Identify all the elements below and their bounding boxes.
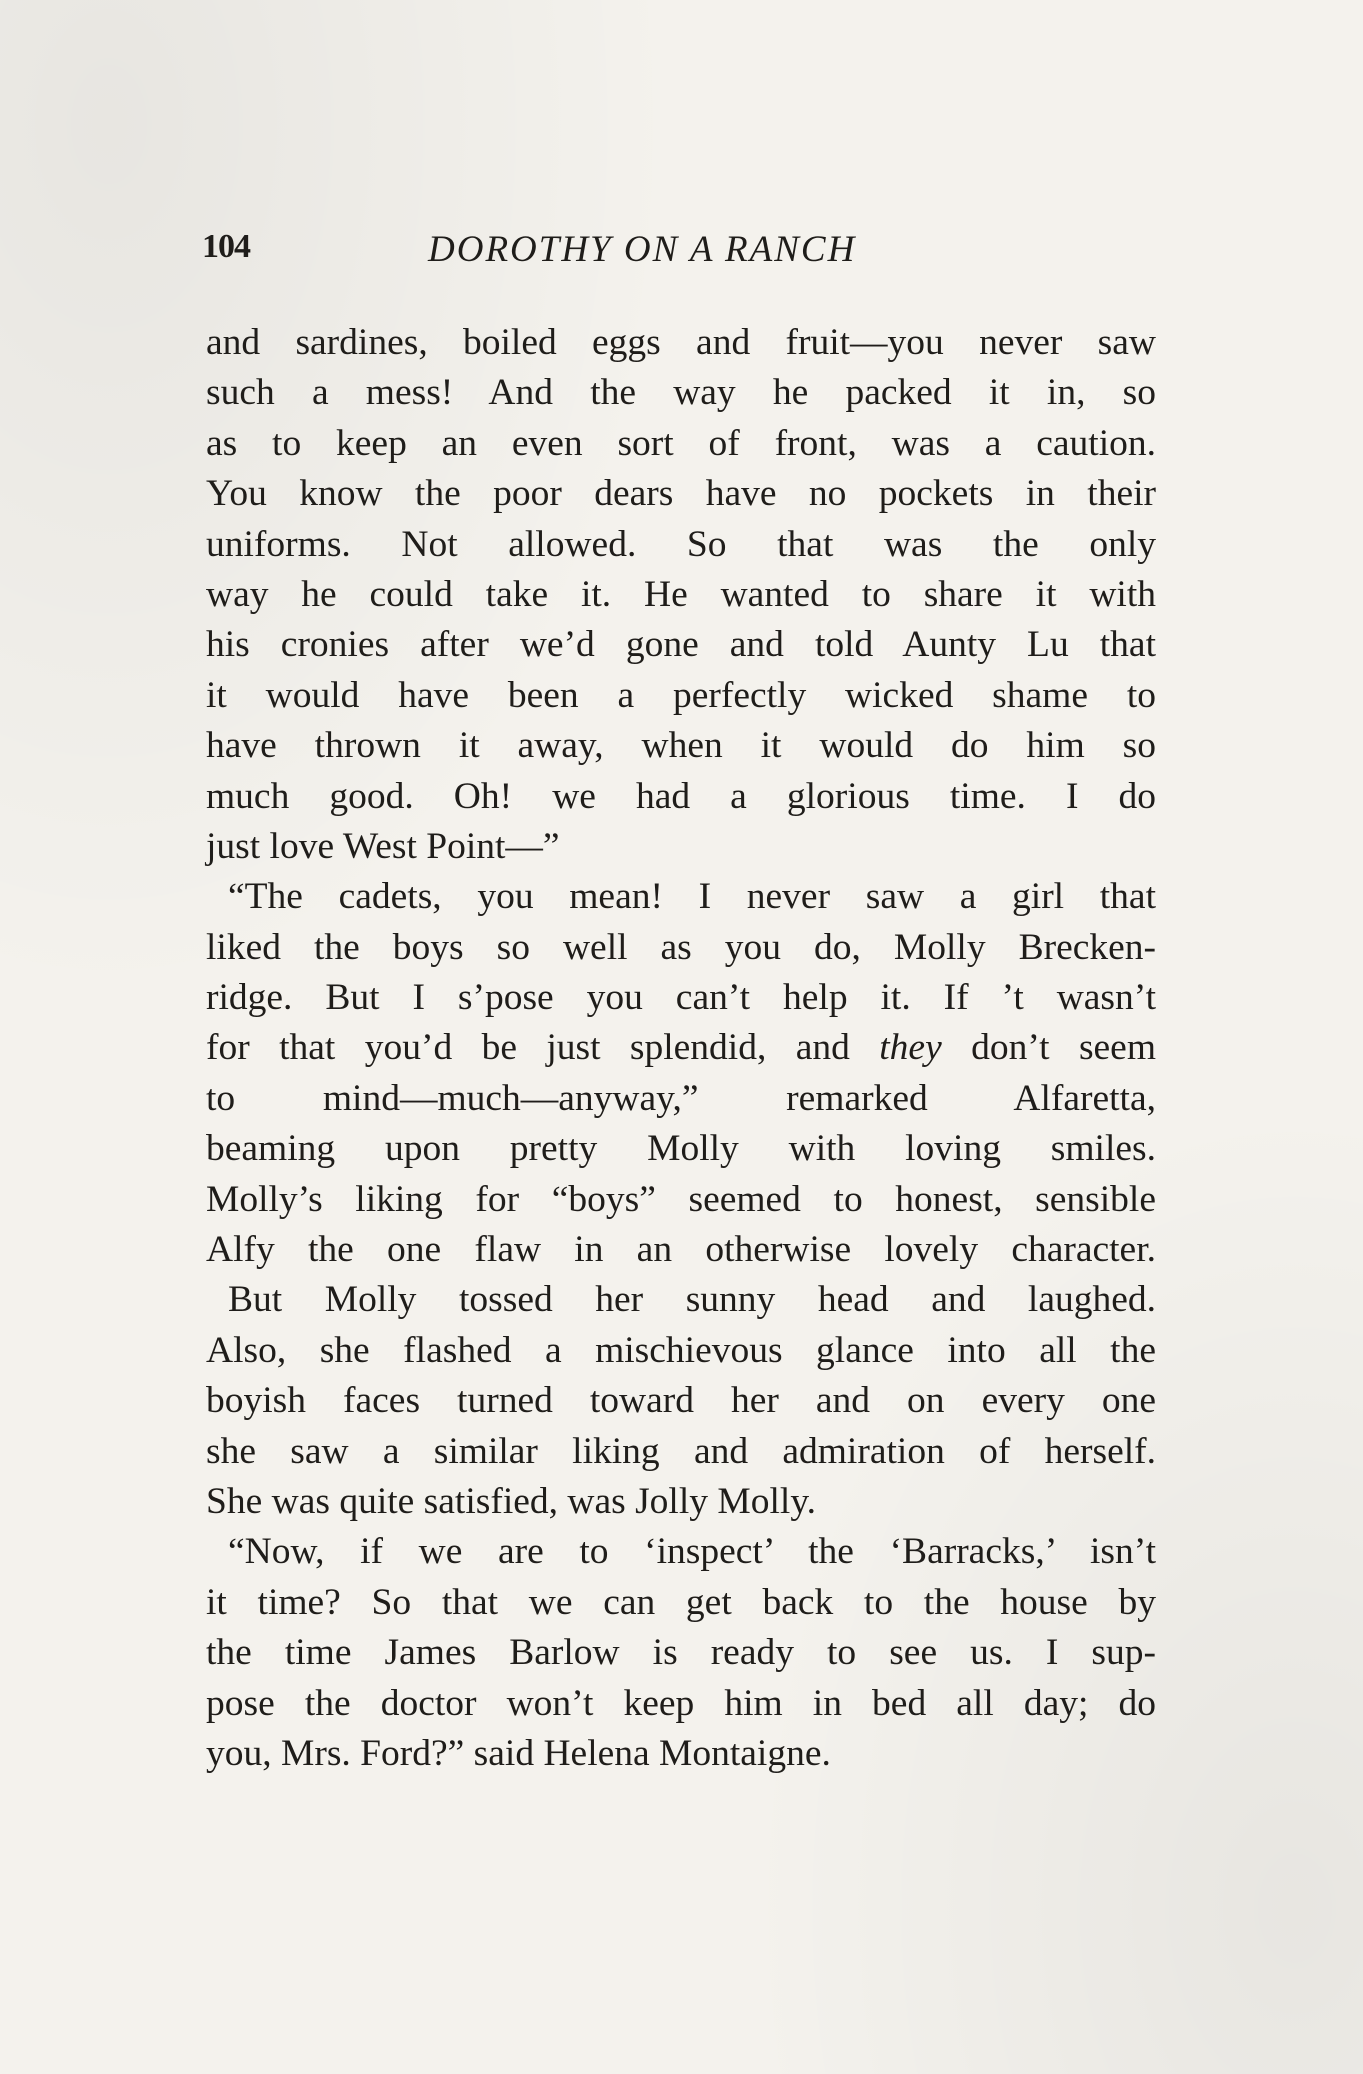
page-header [202, 228, 1162, 288]
text-line: But Molly tossed her sunny head and laughed. [228, 1279, 1156, 1321]
text-line: it would have been a perfectly wicked shame to [206, 674, 1156, 716]
text-line: Also, she flashed a mischievous glance into all the [206, 1329, 1156, 1371]
text-fragment: for that you’d be just splendid, and [206, 1027, 880, 1069]
text-line: you, Mrs. Ford?” said Helena Montaigne. [206, 1732, 831, 1774]
text-line: his cronies after we’d gone and told Aunty Lu that [206, 624, 1156, 666]
text-line: and sardines, boiled eggs and fruit—you never saw [206, 322, 1156, 363]
text-line: boyish faces turned toward her and on every one [206, 1380, 1156, 1422]
running-title: DOROTHY ON A RANCH [428, 229, 857, 270]
text-line: She was quite satisfied, was Jolly Molly. [206, 1480, 817, 1522]
text-line: liked the boys so well as you do, Molly Brecken- [206, 926, 1156, 968]
text-line: uniforms. Not allowed. So that was the only [206, 523, 1156, 565]
text-line [206, 1023, 1156, 1073]
text-line: the time James Barlow is ready to see us. I sup- [206, 1632, 1156, 1674]
text-line: “Now, if we are to ‘inspect’ the ‘Barracks,’ isn’t [228, 1531, 1156, 1573]
body-text [206, 318, 1156, 1779]
text-line: have thrown it away, when it would do him so [206, 725, 1156, 767]
text-line: “The cadets, you mean! I never saw a girl that [228, 876, 1156, 918]
text-fragment: don’t seem [941, 1027, 1156, 1069]
text-line: as to keep an even sort of front, was a caution. [206, 422, 1156, 464]
page-number: 104 [202, 228, 250, 265]
text-line: Molly’s liking for “boys” seemed to honest, sensible [206, 1178, 1156, 1220]
text-line: ridge. But I s’pose you can’t help it. If ’t wasn’t [206, 977, 1156, 1019]
text-line: just love West Point—” [206, 825, 560, 867]
text-line: beaming upon pretty Molly with loving smiles. [206, 1128, 1156, 1170]
text-line: much good. Oh! we had a glorious time. I do [206, 775, 1156, 817]
emphasized-word: they [879, 1027, 942, 1069]
text-line: she saw a similar liking and admiration of herself. [206, 1430, 1156, 1472]
text-line: to mind—much—anyway,” remarked Alfaretta, [206, 1077, 1156, 1119]
text-line: You know the poor dears have no pockets in their [206, 473, 1156, 515]
text-line: Alfy the one flaw in an otherwise lovely character. [206, 1229, 1156, 1271]
text-line: such a mess! And the way he packed it in, so [206, 372, 1156, 414]
text-line: pose the doctor won’t keep him in bed all day; do [206, 1682, 1156, 1724]
text-line: it time? So that we can get back to the house by [206, 1581, 1156, 1623]
text-line: way he could take it. He wanted to share it with [206, 573, 1156, 615]
